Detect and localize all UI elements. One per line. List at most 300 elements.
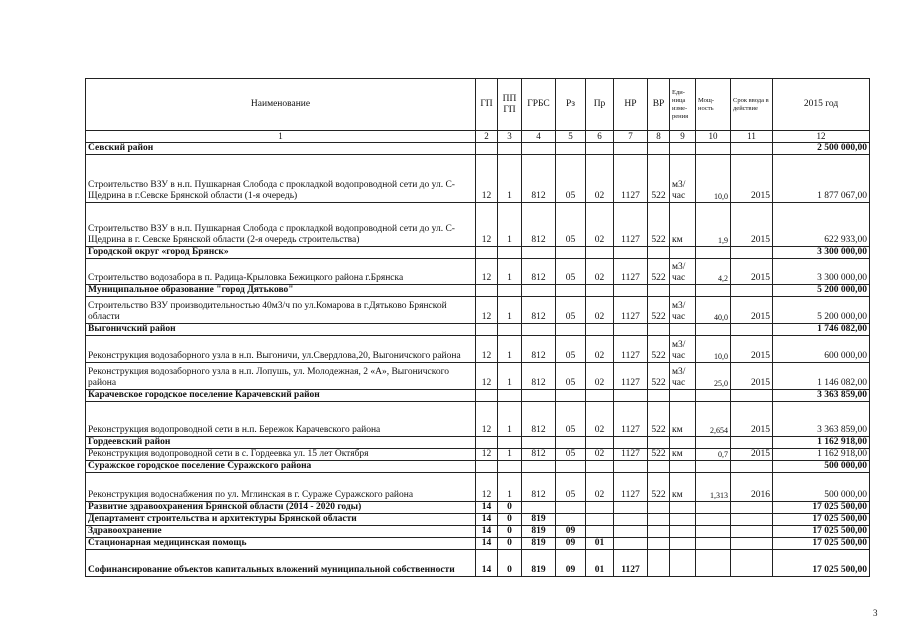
row-name: Реконструкция водопроводной сети в с. Гордеевка ул. 15 лет Октября — [86, 449, 476, 461]
row-vr — [648, 461, 670, 473]
row-nr — [614, 514, 648, 526]
row-pr: 02 — [586, 402, 614, 437]
index-cell: 3 — [498, 131, 522, 143]
row-ppgp — [498, 324, 522, 336]
row-power — [696, 502, 731, 514]
row-grbs: 819 — [522, 538, 556, 550]
row-amount: 17 025 500,00 — [773, 538, 870, 550]
index-cell: 1 — [86, 131, 476, 143]
row-ppgp — [498, 285, 522, 297]
row-rz: 09 — [556, 538, 586, 550]
section-row — [86, 285, 870, 297]
row-nr: 1127 — [614, 473, 648, 502]
row-rz — [556, 461, 586, 473]
row-pr: 02 — [586, 336, 614, 363]
row-vr — [648, 514, 670, 526]
table-row — [86, 473, 870, 502]
row-name: Выгоничский район — [86, 324, 476, 336]
header-name: Наименование — [86, 79, 476, 131]
row-vr — [648, 526, 670, 538]
row-pr: 02 — [586, 259, 614, 285]
row-pr — [586, 514, 614, 526]
row-rz — [556, 285, 586, 297]
row-amount: 5 200 000,00 — [773, 285, 870, 297]
row-amount: 622 933,00 — [773, 203, 870, 247]
row-unit — [670, 285, 696, 297]
row-term — [731, 247, 773, 259]
row-amount: 5 200 000,00 — [773, 297, 870, 324]
row-gp: 12 — [476, 259, 498, 285]
row-name: Развитие здравоохранения Брянской области (2014 - 2020 годы) — [86, 502, 476, 514]
row-nr — [614, 526, 648, 538]
row-power — [696, 550, 731, 577]
row-ppgp: 1 — [498, 336, 522, 363]
row-vr: 522 — [648, 297, 670, 324]
index-cell: 8 — [648, 131, 670, 143]
row-power: 25,0 — [696, 363, 731, 390]
row-name: Строительство ВЗУ производительностью 40м3/ч по ул.Комарова в г.Дятьково Брянской области — [86, 297, 476, 324]
row-gp: 14 — [476, 502, 498, 514]
row-rz: 05 — [556, 259, 586, 285]
row-vr — [648, 502, 670, 514]
row-power — [696, 143, 731, 155]
row-term: 2015 — [731, 155, 773, 203]
row-pr: 02 — [586, 297, 614, 324]
row-unit: км — [670, 402, 696, 437]
row-rz: 09 — [556, 550, 586, 577]
table-row — [86, 449, 870, 461]
row-vr: 522 — [648, 449, 670, 461]
row-term: 2015 — [731, 297, 773, 324]
row-amount: 1 162 918,00 — [773, 437, 870, 449]
row-vr — [648, 143, 670, 155]
row-name: Гордеевский район — [86, 437, 476, 449]
row-pr — [586, 437, 614, 449]
row-nr: 1127 — [614, 402, 648, 437]
row-name: Строительство водозабора в п. Радица-Крыловка Бежицкого района г.Брянска — [86, 259, 476, 285]
row-power — [696, 526, 731, 538]
row-rz: 05 — [556, 297, 586, 324]
table-row — [86, 259, 870, 285]
row-nr: 1127 — [614, 449, 648, 461]
row-rz: 05 — [556, 402, 586, 437]
row-term — [731, 514, 773, 526]
section-row — [86, 437, 870, 449]
row-rz: 05 — [556, 473, 586, 502]
index-cell: 7 — [614, 131, 648, 143]
row-gp: 14 — [476, 514, 498, 526]
row-amount: 3 363 859,00 — [773, 390, 870, 402]
row-pr: 02 — [586, 155, 614, 203]
header-term: Срок ввода в действие — [731, 79, 773, 131]
row-power — [696, 461, 731, 473]
row-grbs — [522, 247, 556, 259]
row-vr: 522 — [648, 363, 670, 390]
row-gp — [476, 437, 498, 449]
row-unit: км — [670, 473, 696, 502]
row-nr: 1127 — [614, 203, 648, 247]
row-term — [731, 526, 773, 538]
row-gp — [476, 461, 498, 473]
index-cell: 10 — [696, 131, 731, 143]
row-rz — [556, 247, 586, 259]
header-ppgp: ПП ГП — [498, 79, 522, 131]
row-term — [731, 285, 773, 297]
row-grbs: 819 — [522, 550, 556, 577]
row-name: Строительство ВЗУ в н.п. Пушкарная Слобода с прокладкой водопроводной сети до ул. С-Щедрина в г.Севске Брянской области (1-я очередь) — [86, 155, 476, 203]
row-power: 1,9 — [696, 203, 731, 247]
row-power — [696, 437, 731, 449]
row-unit — [670, 514, 696, 526]
row-rz — [556, 514, 586, 526]
header-pr: Пр — [586, 79, 614, 131]
row-gp: 12 — [476, 473, 498, 502]
section-row — [86, 247, 870, 259]
section-row — [86, 550, 870, 577]
row-ppgp — [498, 390, 522, 402]
row-pr — [586, 324, 614, 336]
row-term — [731, 538, 773, 550]
row-vr: 522 — [648, 203, 670, 247]
row-amount: 3 300 000,00 — [773, 259, 870, 285]
row-grbs: 812 — [522, 155, 556, 203]
header-grbs: ГРБС — [522, 79, 556, 131]
row-ppgp: 0 — [498, 514, 522, 526]
row-ppgp — [498, 461, 522, 473]
row-gp: 12 — [476, 363, 498, 390]
row-pr: 01 — [586, 550, 614, 577]
row-unit — [670, 550, 696, 577]
row-term: 2016 — [731, 473, 773, 502]
row-nr — [614, 247, 648, 259]
row-term — [731, 390, 773, 402]
row-ppgp — [498, 247, 522, 259]
row-name: Реконструкция водозаборного узла в н.п. Лопушь, ул. Молодежная, 2 «А», Выгоничского района — [86, 363, 476, 390]
row-vr — [648, 324, 670, 336]
row-grbs: 812 — [522, 473, 556, 502]
row-power: 40,0 — [696, 297, 731, 324]
row-nr — [614, 324, 648, 336]
row-power: 10,0 — [696, 155, 731, 203]
row-pr: 02 — [586, 473, 614, 502]
row-nr: 1127 — [614, 336, 648, 363]
row-ppgp: 1 — [498, 402, 522, 437]
row-rz — [556, 143, 586, 155]
row-power — [696, 390, 731, 402]
index-cell: 12 — [773, 131, 870, 143]
row-power — [696, 247, 731, 259]
row-nr: 1127 — [614, 363, 648, 390]
row-term — [731, 324, 773, 336]
row-amount: 17 025 500,00 — [773, 514, 870, 526]
row-amount: 1 746 082,00 — [773, 324, 870, 336]
row-gp: 12 — [476, 297, 498, 324]
row-ppgp — [498, 437, 522, 449]
row-name: Софинансирование объектов капитальных вложений муниципальной собственности — [86, 550, 476, 577]
row-grbs — [522, 390, 556, 402]
row-vr — [648, 550, 670, 577]
row-rz: 05 — [556, 203, 586, 247]
section-row — [86, 143, 870, 155]
row-grbs: 812 — [522, 402, 556, 437]
index-cell: 9 — [670, 131, 696, 143]
row-grbs: 812 — [522, 363, 556, 390]
row-pr — [586, 461, 614, 473]
row-amount: 17 025 500,00 — [773, 550, 870, 577]
row-ppgp: 1 — [498, 259, 522, 285]
row-name: Департамент строительства и архитектуры Брянской области — [86, 514, 476, 526]
row-name: Реконструкция водозаборного узла в н.п. Выгоничи, ул.Свердлова,20, Выгоничского района — [86, 336, 476, 363]
index-cell: 5 — [556, 131, 586, 143]
row-ppgp: 1 — [498, 473, 522, 502]
row-vr: 522 — [648, 473, 670, 502]
row-grbs — [522, 285, 556, 297]
row-name: Городской округ «город Брянск» — [86, 247, 476, 259]
row-power — [696, 285, 731, 297]
row-amount: 3 363 859,00 — [773, 402, 870, 437]
row-gp — [476, 324, 498, 336]
row-power: 4,2 — [696, 259, 731, 285]
row-pr — [586, 143, 614, 155]
row-unit — [670, 526, 696, 538]
row-name: Карачевское городское поселение Карачевский район — [86, 390, 476, 402]
row-ppgp: 1 — [498, 155, 522, 203]
row-unit — [670, 324, 696, 336]
row-pr — [586, 390, 614, 402]
table-row — [86, 155, 870, 203]
row-grbs: 812 — [522, 203, 556, 247]
index-cell: 2 — [476, 131, 498, 143]
row-term: 2015 — [731, 363, 773, 390]
row-pr — [586, 526, 614, 538]
row-gp — [476, 285, 498, 297]
row-name: Суражское городское поселение Суражского района — [86, 461, 476, 473]
row-rz: 05 — [556, 336, 586, 363]
row-rz: 05 — [556, 363, 586, 390]
row-power: 10,0 — [696, 336, 731, 363]
row-name: Муниципальное образование "город Дятьково" — [86, 285, 476, 297]
row-vr: 522 — [648, 155, 670, 203]
table-row — [86, 336, 870, 363]
row-term: 2015 — [731, 203, 773, 247]
row-name: Здравоохранение — [86, 526, 476, 538]
row-gp: 12 — [476, 203, 498, 247]
row-name: Стационарная медицинская помощь — [86, 538, 476, 550]
row-power: 2,654 — [696, 402, 731, 437]
index-row — [86, 131, 870, 143]
row-amount: 1 162 918,00 — [773, 449, 870, 461]
row-amount: 2 500 000,00 — [773, 143, 870, 155]
budget-table — [85, 78, 870, 577]
section-row — [86, 461, 870, 473]
row-grbs: 812 — [522, 297, 556, 324]
row-ppgp: 1 — [498, 449, 522, 461]
row-pr — [586, 502, 614, 514]
row-amount: 1 877 067,00 — [773, 155, 870, 203]
row-vr — [648, 538, 670, 550]
row-gp: 14 — [476, 550, 498, 577]
row-grbs — [522, 143, 556, 155]
row-rz — [556, 437, 586, 449]
row-vr: 522 — [648, 402, 670, 437]
row-pr: 02 — [586, 363, 614, 390]
row-pr — [586, 247, 614, 259]
row-unit: км — [670, 203, 696, 247]
row-amount: 3 300 000,00 — [773, 247, 870, 259]
row-unit: м3/ час — [670, 336, 696, 363]
row-term: 2015 — [731, 259, 773, 285]
row-grbs: 812 — [522, 259, 556, 285]
row-ppgp: 1 — [498, 297, 522, 324]
row-power — [696, 514, 731, 526]
row-power — [696, 324, 731, 336]
row-vr — [648, 285, 670, 297]
row-pr: 02 — [586, 203, 614, 247]
row-vr: 522 — [648, 336, 670, 363]
row-unit: м3/ час — [670, 259, 696, 285]
header-unit: Еди-ница изме-рения — [670, 79, 696, 131]
section-row — [86, 390, 870, 402]
row-name: Реконструкция водопроводной сети в н.п. Бережок Карачевского района — [86, 402, 476, 437]
row-pr: 01 — [586, 538, 614, 550]
row-amount: 500 000,00 — [773, 473, 870, 502]
row-nr — [614, 461, 648, 473]
row-rz: 09 — [556, 526, 586, 538]
header-gp: ГП — [476, 79, 498, 131]
row-term: 2015 — [731, 449, 773, 461]
row-ppgp: 1 — [498, 203, 522, 247]
row-ppgp: 1 — [498, 363, 522, 390]
table-row — [86, 363, 870, 390]
index-cell: 11 — [731, 131, 773, 143]
row-power — [696, 538, 731, 550]
page-number: 3 — [873, 608, 878, 618]
row-name: Реконструкция водоснабжения по ул. Мглинская в г. Сураже Суражского района — [86, 473, 476, 502]
row-vr — [648, 437, 670, 449]
row-ppgp: 0 — [498, 502, 522, 514]
row-gp: 12 — [476, 155, 498, 203]
row-nr — [614, 285, 648, 297]
row-vr — [648, 247, 670, 259]
row-amount: 600 000,00 — [773, 336, 870, 363]
row-unit — [670, 247, 696, 259]
row-term — [731, 550, 773, 577]
row-unit — [670, 538, 696, 550]
section-row — [86, 502, 870, 514]
row-gp: 14 — [476, 526, 498, 538]
table-row — [86, 402, 870, 437]
section-row — [86, 514, 870, 526]
row-rz — [556, 324, 586, 336]
row-unit — [670, 502, 696, 514]
row-grbs — [522, 437, 556, 449]
row-pr — [586, 285, 614, 297]
row-grbs: 819 — [522, 526, 556, 538]
row-grbs: 812 — [522, 336, 556, 363]
row-nr — [614, 437, 648, 449]
row-ppgp: 0 — [498, 538, 522, 550]
row-unit: км — [670, 449, 696, 461]
row-amount: 500 000,00 — [773, 461, 870, 473]
row-term — [731, 143, 773, 155]
row-unit — [670, 143, 696, 155]
row-term: 2015 — [731, 402, 773, 437]
row-gp — [476, 247, 498, 259]
row-ppgp: 0 — [498, 526, 522, 538]
row-unit — [670, 437, 696, 449]
row-term — [731, 437, 773, 449]
row-pr: 02 — [586, 449, 614, 461]
row-ppgp: 0 — [498, 550, 522, 577]
row-grbs — [522, 324, 556, 336]
row-nr — [614, 538, 648, 550]
row-ppgp — [498, 143, 522, 155]
row-grbs: 819 — [522, 514, 556, 526]
header-row — [86, 79, 870, 131]
row-nr — [614, 390, 648, 402]
row-rz — [556, 390, 586, 402]
row-vr — [648, 390, 670, 402]
row-unit — [670, 461, 696, 473]
row-amount: 1 146 082,00 — [773, 363, 870, 390]
section-row — [86, 538, 870, 550]
header-year: 2015 год — [773, 79, 870, 131]
row-name: Севский район — [86, 143, 476, 155]
table-row — [86, 297, 870, 324]
row-unit: м3/ час — [670, 363, 696, 390]
row-nr — [614, 143, 648, 155]
index-cell: 4 — [522, 131, 556, 143]
row-rz — [556, 502, 586, 514]
index-cell: 6 — [586, 131, 614, 143]
row-nr: 1127 — [614, 550, 648, 577]
row-power: 1,313 — [696, 473, 731, 502]
row-gp — [476, 143, 498, 155]
row-vr: 522 — [648, 259, 670, 285]
section-row — [86, 526, 870, 538]
row-rz: 05 — [556, 155, 586, 203]
row-name: Строительство ВЗУ в н.п. Пушкарная Слобода с прокладкой водопроводной сети до ул. С-Щедрина в г. Севске Брянской области (2-я очередь строительства) — [86, 203, 476, 247]
table-row — [86, 203, 870, 247]
header-power: Мощ-ность — [696, 79, 731, 131]
row-term: 2015 — [731, 336, 773, 363]
row-term — [731, 461, 773, 473]
header-rz: Рз — [556, 79, 586, 131]
row-gp: 12 — [476, 402, 498, 437]
row-grbs: 812 — [522, 449, 556, 461]
row-power: 0,7 — [696, 449, 731, 461]
row-gp — [476, 390, 498, 402]
row-gp: 14 — [476, 538, 498, 550]
row-nr: 1127 — [614, 297, 648, 324]
row-amount: 17 025 500,00 — [773, 526, 870, 538]
row-rz: 05 — [556, 449, 586, 461]
row-gp: 12 — [476, 449, 498, 461]
header-vr: ВР — [648, 79, 670, 131]
row-unit: м3/ час — [670, 155, 696, 203]
row-amount: 17 025 500,00 — [773, 502, 870, 514]
row-term — [731, 502, 773, 514]
row-unit — [670, 390, 696, 402]
row-gp: 12 — [476, 336, 498, 363]
row-grbs — [522, 461, 556, 473]
row-grbs — [522, 502, 556, 514]
row-nr: 1127 — [614, 259, 648, 285]
section-row — [86, 324, 870, 336]
row-nr — [614, 502, 648, 514]
row-unit: м3/ час — [670, 297, 696, 324]
row-nr: 1127 — [614, 155, 648, 203]
